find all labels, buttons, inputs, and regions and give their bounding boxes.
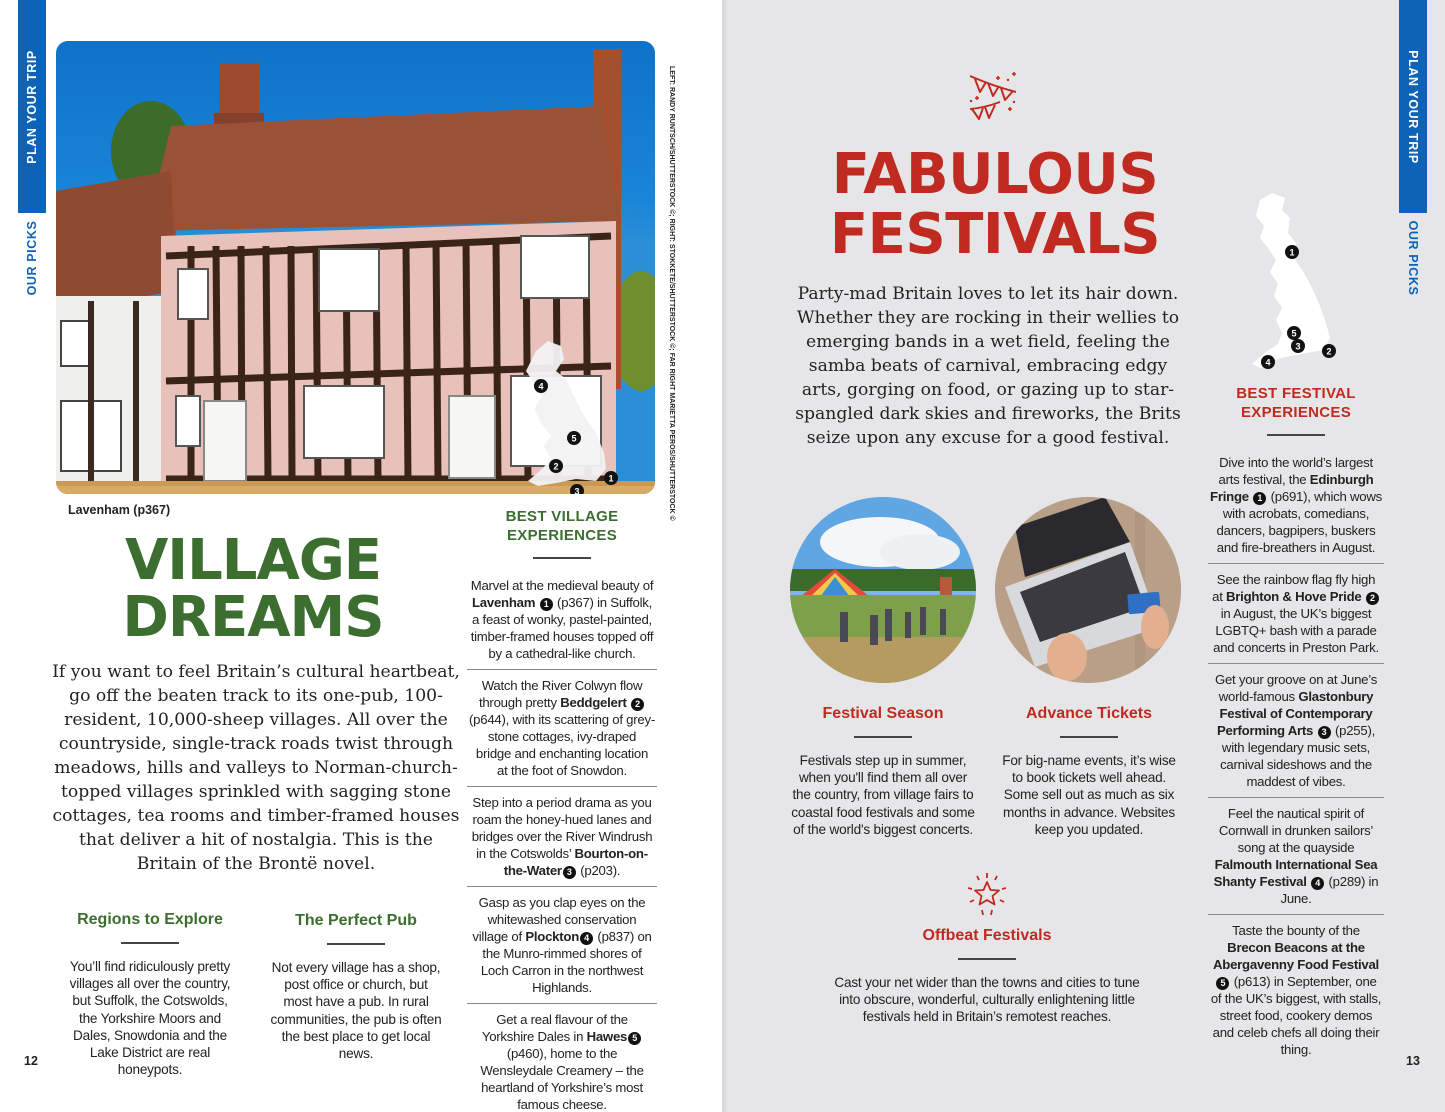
intro-paragraph: Party-mad Britain loves to let its hair down. Whether they are rocking in their wellies to emerging bands in a wet field, feeling the samba beats of carnival, embracing edgy arts, gorging on food, or gazing up to star-spangled dark skies and fireworks, the Brits seize upon any excuse for a good festival. (795, 284, 1181, 448)
offbeat-festivals-section (826, 926, 1148, 1026)
list-item: Watch the River Colwyn flow through pretty Beddgelert 2 (p644), with its scattering of grey-stone cottages, ivy-draped bridge and enchanting location at the foot of Snowdon. (467, 670, 657, 787)
section-tab-label: PLAN YOUR TRIP (1406, 49, 1420, 164)
subsection-label: OUR PICKS (1406, 220, 1420, 296)
divider (1267, 434, 1325, 436)
svg-text:4: 4 (1265, 357, 1271, 368)
spine-shadow (722, 0, 728, 1112)
regions-section (62, 910, 238, 1078)
marker-5-icon: 5 (628, 1032, 641, 1045)
svg-text:3: 3 (1295, 341, 1301, 352)
divider (533, 557, 591, 559)
svg-text:5: 5 (571, 433, 577, 444)
list-item: See the rainbow flag fly high at Brighton & Hove Pride 2 in August, the UK’s biggest LGBTQ+ bash with a parade and concerts in Preston Park. (1208, 564, 1384, 664)
subsection-label: OUR PICKS (25, 220, 39, 296)
photo-credit: LEFT: RANDY RUNTSCH/SHUTTERSTOCK ©; RIGHT: STOKKETE/SHUTTERSTOCK ©; FAR RIGHT MARIETTA PEROS/SHUTTERSTOCK © (668, 66, 675, 521)
best-heading: BEST VILLAGE EXPERIENCES (505, 508, 619, 544)
divider (327, 943, 385, 945)
bunting-icon (968, 72, 1022, 126)
section-body: For big-name events, it’s wise to book tickets well ahead. Some sell out as much as six months in advance. Websites keep you updated. (1002, 753, 1176, 837)
intro-paragraph: If you want to feel Britain’s cultural heartbeat, go off the beaten track to its one-pub, 100-resident, 10,000-sheep villages. All over the countryside, single-track roads twist through meadows, hills and valleys to Norman-church-topped villages sprinkled with sagging stone cottages, tea rooms and timber-framed houses that deliver a hit of nostalgia. This is the Britain of the Brontë novel. (52, 662, 460, 874)
marker-3-icon: 3 (1318, 726, 1331, 739)
page-title: FABULOUS FESTIVALS (829, 142, 1161, 267)
marker-1-icon: 1 (540, 598, 553, 611)
photo-caption: Lavenham (p367) (68, 503, 171, 517)
section-body: Cast your net wider than the towns and cities to tune into obscure, wonderful, culturally enlightening little festivals held in Britain’s remotest reaches. (834, 975, 1140, 1025)
svg-text:1: 1 (1289, 247, 1295, 258)
list-item: Gasp as you clap eyes on the whitewashed conservation village of Plockton 4 (p837) on the Munro-rimmed shores of Loch Carron in the northwest Highlands. (467, 887, 657, 1004)
page-number: 13 (1406, 1054, 1420, 1068)
list-item: Marvel at the medieval beauty of Lavenham 1 (p367) in Suffolk, a feast of wonky, pastel-painted, timber-framed houses topped off by a cathedral-like church. (467, 570, 657, 670)
marker-3-icon: 3 (563, 866, 576, 879)
list-item: Step into a period drama as you roam the honey-hued lanes and bridges over the River Windrush in the Cotswolds’ Bourton-on-the-Water 3 (p203). (467, 787, 657, 887)
list-item: Taste the bounty of the Brecon Beacons at the Abergavenny Food Festival 5 (p613) in September, one of the UK’s biggest, with stalls, street food, cookery demos and celeb chefs all doing their thing. (1210, 923, 1382, 1057)
section-heading: Advance Tickets (1026, 705, 1152, 722)
list-item: Get your groove on at June’s world-famous Glastonbury Festival of Contemporary Performing Arts 3 (p255), with legendary music sets, carnival sideshows and the maddest of vibes. (1208, 664, 1384, 798)
list-item: Get a real flavour of the Yorkshire Dales in Hawes 5 (p460), home to the Wensleydale Creamery – the heartland of Yorkshire’s most famous cheese. (480, 1012, 644, 1112)
section-body: Festivals step up in summer, when you'll find them all over the country, from village fairs to coastal food festivals and some of the world's biggest concerts. (791, 753, 975, 837)
svg-text:5: 5 (1291, 328, 1297, 339)
divider (121, 942, 179, 944)
star-burst-icon (965, 872, 1009, 916)
svg-text:1: 1 (608, 473, 614, 484)
section-heading: The Perfect Pub (295, 912, 417, 929)
divider (1060, 736, 1118, 738)
divider (854, 736, 912, 738)
section-body: Not every village has a shop, post office or church, but most have a pub. In rural communities, the pub is often the best place to get local news. (270, 960, 442, 1062)
laptop-booking-photo (995, 497, 1181, 683)
section-tab-label: PLAN YOUR TRIP (25, 49, 39, 164)
section-body: You’ll find ridiculously pretty villages all over the country, but Suffolk, the Cotswolds, the Yorkshire Moors and Dales, Snowdonia and the Lake District are real honeypots. (69, 959, 231, 1078)
divider (958, 958, 1016, 960)
page-number: 12 (24, 1054, 38, 1068)
section-heading: Regions to Explore (77, 911, 223, 928)
marker-4-icon: 4 (1311, 877, 1324, 890)
best-festival-experiences (1208, 384, 1384, 1065)
best-village-experiences (467, 507, 657, 1112)
page-title: VILLAGE DREAMS (122, 528, 384, 650)
list-item: Feel the nautical spirit of Cornwall in drunken sailors’ song at the quayside Falmouth International Sea Shanty Festival 4 (p289) in June. (1208, 798, 1384, 915)
advance-tickets-section (996, 704, 1182, 838)
best-heading: BEST FESTIVAL EXPERIENCES (1236, 385, 1356, 421)
festival-season-section (790, 704, 976, 838)
marker-1-icon: 1 (1253, 492, 1266, 505)
lavenham-photo (56, 41, 655, 494)
svg-text:3: 3 (574, 486, 580, 494)
pub-section (270, 911, 442, 1062)
list-item: Dive into the world’s largest arts festival, the Edinburgh Fringe 1 (p691), which wows with acrobats, comedians, dancers, bagpipers, buskers and fire-breathers in August. (1208, 447, 1384, 564)
marker-4-icon: 4 (580, 932, 593, 945)
uk-map (1230, 188, 1350, 378)
marker-5-icon: 5 (1216, 977, 1229, 990)
timber-house-illustration (56, 41, 655, 494)
svg-text:2: 2 (553, 461, 559, 472)
marker-2-icon: 2 (631, 698, 644, 711)
festival-crowd-photo (790, 497, 976, 683)
section-heading: Festival Season (822, 705, 944, 722)
svg-text:2: 2 (1326, 346, 1332, 357)
marker-2-icon: 2 (1366, 592, 1379, 605)
section-heading: Offbeat Festivals (922, 927, 1052, 944)
svg-text:4: 4 (538, 381, 544, 392)
